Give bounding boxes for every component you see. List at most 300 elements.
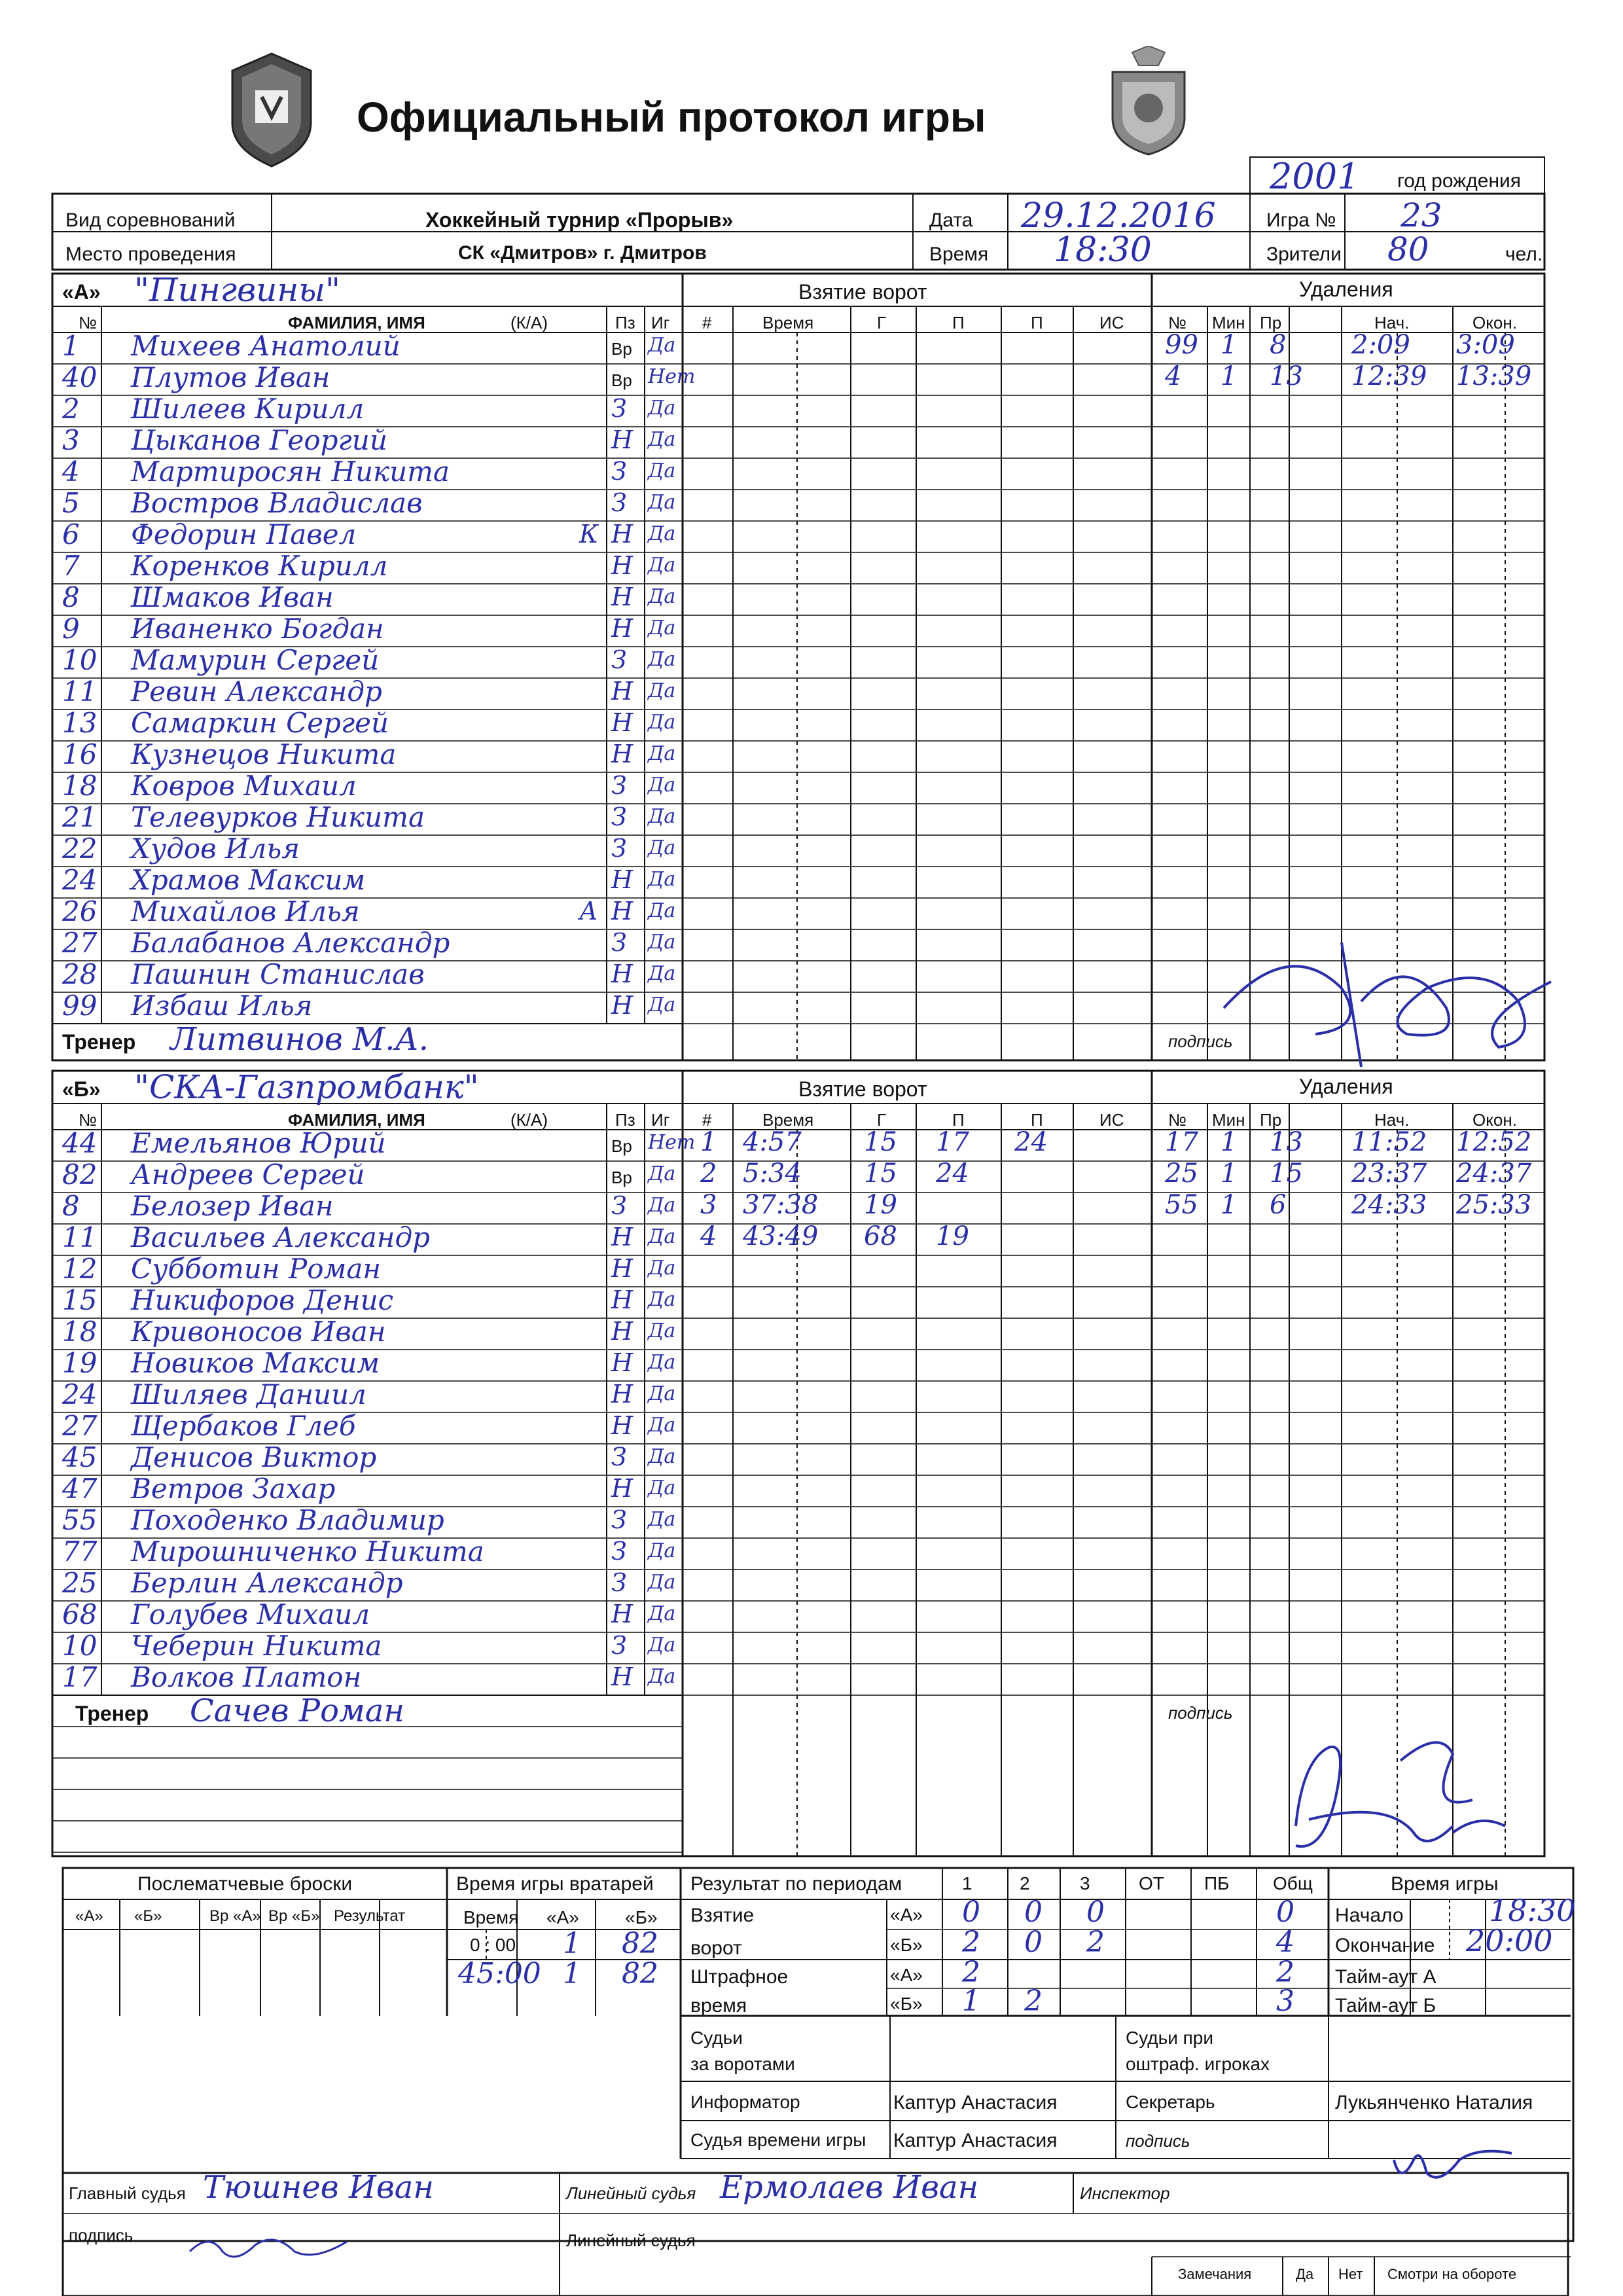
secretary-value: Лукьянченко Наталия (1335, 2092, 1533, 2113)
player-played: Да (648, 711, 676, 734)
period-value: 0 (1024, 1895, 1043, 1929)
player-number: 68 (62, 1598, 98, 1630)
penalty-start: 12:39 (1351, 361, 1427, 391)
player-played: Да (648, 1194, 676, 1217)
period-team-label: «Б» (890, 1935, 923, 1955)
player-name: Щербаков Глеб (131, 1410, 356, 1442)
player-number: 6 (62, 518, 80, 550)
penalties-title: Удаления (1299, 278, 1393, 301)
player-name: Коренков Кирилл (131, 550, 388, 582)
goal-assist-1: 17 (936, 1127, 969, 1157)
goalie-row-b: 82 (622, 1927, 658, 1960)
player-name: Избаш Илья (131, 990, 313, 1022)
player-name: Походенко Владимир (131, 1504, 444, 1536)
spectators-unit: чел. (1505, 243, 1543, 265)
player-played: Нет (648, 1131, 696, 1154)
player-name: Федорин Павел (131, 518, 357, 550)
coach-name: Литвинов М.А. (170, 1021, 429, 1058)
player-position: З (611, 457, 627, 486)
date-label: Дата (929, 209, 973, 231)
goal-number: 3 (700, 1190, 717, 1220)
player-name: Кривоносов Иван (131, 1316, 386, 1348)
spectators-value: 80 (1387, 230, 1429, 268)
penalty-end: 25:33 (1456, 1190, 1532, 1220)
player-number: 12 (62, 1253, 98, 1285)
see-back-label: Смотри на обороте (1387, 2266, 1517, 2282)
player-position: З (611, 834, 627, 863)
player-played: Да (648, 836, 676, 859)
player-name: Михеев Анатолий (131, 330, 401, 362)
player-position: Н (611, 614, 633, 643)
player-name: Денисов Виктор (131, 1441, 377, 1473)
player-number: 26 (62, 895, 98, 927)
player-position: Н (611, 740, 633, 768)
col-pen-min: Мин (1212, 313, 1245, 332)
player-name: Иваненко Богдан (131, 613, 384, 645)
birth-year-value: 2001 (1270, 156, 1360, 197)
player-played: Да (648, 1351, 676, 1374)
col-pz: Пз (615, 313, 635, 332)
period-value: 0 (962, 1895, 980, 1929)
player-played: Да (648, 554, 676, 577)
player-position: Н (611, 1223, 633, 1251)
goal-judges-label-1: Судьи (690, 2028, 743, 2048)
birth-year-label: год рождения (1397, 170, 1522, 192)
col-p2: П (1031, 313, 1043, 332)
col-ka: (К/А) (510, 313, 548, 332)
player-played: Да (648, 1445, 676, 1468)
player-name: Востров Владислав (131, 487, 423, 519)
penalty-code: 6 (1270, 1190, 1287, 1220)
player-played: Да (648, 1319, 676, 1342)
penalty-code: 13 (1270, 361, 1303, 391)
period-value: 3 (1276, 1984, 1294, 2018)
goal-number: 4 (700, 1221, 717, 1251)
player-played: Да (648, 1414, 676, 1437)
penalty-minutes: 1 (1221, 1127, 1238, 1157)
player-position: Н (611, 583, 633, 611)
player-name: Андреев Сергей (131, 1158, 365, 1191)
player-played: Да (648, 1634, 676, 1657)
team-a-coach-signature (1211, 923, 1590, 1080)
player-position: З (611, 1631, 627, 1660)
shootout-col-3: Вр «А» (209, 1907, 261, 1925)
player-position: Вр (611, 370, 632, 390)
time-value: 18:30 (1054, 230, 1152, 270)
col-pen-end: Окон. (1472, 1110, 1517, 1130)
penalty-judges-label-1: Судьи при (1126, 2028, 1214, 2048)
period-team-label: «А» (890, 1965, 923, 1985)
goal-time: 4:57 (743, 1127, 802, 1157)
col-ig: Иг (651, 313, 670, 332)
player-played: Да (648, 1162, 676, 1185)
player-number: 8 (62, 581, 80, 613)
col-ig: Иг (651, 1110, 670, 1130)
player-number: 11 (62, 675, 98, 708)
periods-title: Результат по периодам (690, 1873, 902, 1895)
team-tag: «А» (62, 280, 101, 304)
penalties-title: Удаления (1299, 1075, 1393, 1098)
penalty-player: 4 (1165, 361, 1182, 391)
goalie-row-a: 1 (563, 1957, 581, 1990)
player-name: Шмаков Иван (131, 581, 334, 613)
col-is: ИС (1099, 1110, 1124, 1130)
player-name: Емельянов Юрий (131, 1127, 386, 1159)
player-number: 7 (62, 550, 80, 582)
player-position: Н (611, 708, 633, 737)
goal-assist-1: 19 (936, 1221, 969, 1251)
player-played: Да (648, 1539, 676, 1562)
date-value: 29.12.2016 (1021, 196, 1216, 236)
shootout-col-4: Вр «Б» (268, 1907, 320, 1925)
player-name: Ревин Александр (131, 675, 382, 708)
player-position: З (611, 645, 627, 674)
player-position: Н (611, 1254, 633, 1283)
secretary-signature (1381, 2134, 1525, 2193)
player-position: Вр (611, 1168, 632, 1187)
player-played: Да (648, 679, 676, 702)
signature-label: подпись (1126, 2131, 1190, 2151)
player-position: Н (611, 991, 633, 1020)
player-position: З (611, 1537, 627, 1566)
penalty-start: 23:37 (1351, 1158, 1427, 1189)
player-name: Чеберин Никита (131, 1630, 382, 1662)
col-p1: П (952, 313, 965, 332)
col-ka: (К/А) (510, 1110, 548, 1130)
col-goal-time: Время (762, 313, 814, 332)
timeout-b-label: Тайм-аут Б (1335, 1995, 1436, 2017)
remarks-label: Замечания (1178, 2266, 1252, 2282)
col-pz: Пз (615, 1110, 635, 1130)
penalty-end: 13:39 (1456, 361, 1532, 391)
player-position: Н (611, 897, 633, 925)
player-name: Шиляев Даниил (131, 1378, 366, 1410)
player-played: Да (648, 334, 676, 357)
player-played: Да (648, 617, 676, 639)
player-number: 40 (62, 361, 98, 393)
period-value: 2 (962, 1926, 980, 1959)
player-position: Вр (611, 339, 632, 359)
player-name: Ковров Михаил (131, 770, 357, 802)
col-pen-pr: Пр (1260, 1110, 1282, 1130)
player-number: 82 (62, 1158, 98, 1191)
game-end-value: 20:00 (1466, 1923, 1553, 1958)
goal-scorer: 15 (864, 1158, 897, 1189)
player-number: 13 (62, 707, 98, 739)
game-no-label: Игра № (1266, 209, 1336, 231)
col-p1: П (952, 1110, 965, 1130)
period-team-label: «Б» (890, 1994, 923, 2014)
shootout-title: Послематчевые броски (137, 1873, 353, 1895)
player-played: Да (648, 1382, 676, 1405)
player-number: 15 (62, 1284, 98, 1316)
player-number: 99 (62, 990, 98, 1022)
player-position: Н (611, 1411, 633, 1440)
penalty-end: 3:09 (1456, 330, 1515, 360)
player-position: З (611, 488, 627, 517)
player-number: 19 (62, 1347, 98, 1379)
goals-label-1: Взятие (690, 1905, 755, 1926)
col-goal-time: Время (762, 1110, 814, 1130)
penalty-code: 15 (1270, 1158, 1303, 1189)
player-played: Да (648, 805, 676, 828)
player-played: Да (648, 1257, 676, 1280)
period-value: 2 (1024, 1984, 1043, 2018)
main-referee-name: Тюшнев Иван (203, 2169, 434, 2206)
player-position: Н (611, 865, 633, 894)
competition-value: Хоккейный турнир «Прорыв» (425, 208, 734, 232)
col-pen-start: Нач. (1374, 1110, 1410, 1130)
informer-value: Каптур Анастасия (893, 2092, 1058, 2113)
player-name: Никифоров Денис (131, 1284, 394, 1316)
player-name: Балабанов Александр (131, 927, 450, 959)
player-played: Да (648, 1602, 676, 1625)
coach-label: Тренер (62, 1030, 136, 1054)
player-role: К (579, 520, 599, 548)
penalty-code: 13 (1270, 1127, 1303, 1157)
goal-time: 37:38 (743, 1190, 819, 1220)
penalty-start: 2:09 (1351, 330, 1410, 360)
goalie-col-3: «Б» (625, 1907, 658, 1928)
period-value: 0 (1024, 1926, 1043, 1959)
goalie-row-a: 1 (563, 1927, 581, 1960)
player-position: З (611, 1568, 627, 1597)
period-value: 1 (962, 1984, 980, 2018)
goal-judges-label-2: за воротами (690, 2054, 795, 2074)
penalty-code: 8 (1270, 330, 1287, 360)
period-value: 0 (1276, 1895, 1294, 1929)
period-team-label: «А» (890, 1905, 923, 1925)
penalty-minutes: 1 (1221, 1158, 1238, 1189)
penalty-end: 12:52 (1456, 1127, 1532, 1157)
player-number: 27 (62, 1410, 98, 1442)
col-pen-no: № (1168, 313, 1186, 332)
period-col-4: ОТ (1139, 1873, 1164, 1893)
period-value: 2 (1276, 1956, 1294, 1989)
col-pen-pr: Пр (1260, 313, 1282, 332)
period-col-1: 1 (962, 1873, 972, 1893)
player-position: Н (611, 425, 633, 454)
secretary-label: Секретарь (1126, 2092, 1215, 2112)
period-col-5: ПБ (1204, 1873, 1230, 1893)
period-col-2: 2 (1020, 1873, 1030, 1893)
goals-title: Взятие ворот (798, 1077, 927, 1101)
player-name: Новиков Максим (131, 1347, 380, 1379)
remarks-no: Нет (1338, 2266, 1363, 2282)
player-position: Н (611, 1317, 633, 1346)
col-no: № (79, 313, 97, 332)
goalie-row-time: 45:00 (458, 1957, 541, 1990)
player-name: Телевурков Никита (131, 801, 425, 833)
col-hash: # (702, 313, 712, 332)
player-number: 55 (62, 1504, 98, 1536)
player-name: Шилеев Кирилл (131, 393, 365, 425)
player-played: Да (648, 962, 676, 985)
player-played: Да (648, 774, 676, 797)
player-position: Н (611, 677, 633, 706)
venue-value: СК «Дмитров» г. Дмитров (458, 242, 707, 264)
player-name: Пашнин Станислав (131, 958, 425, 990)
player-played: Да (648, 1477, 676, 1499)
penalty-judges-label-2: оштраф. игроках (1126, 2054, 1270, 2074)
game-time-title: Время игры (1391, 1873, 1499, 1895)
player-number: 47 (62, 1473, 98, 1505)
player-number: 24 (62, 1378, 98, 1410)
player-number: 2 (62, 393, 80, 425)
period-value: 2 (1086, 1926, 1105, 1959)
player-name: Белозер Иван (131, 1190, 334, 1222)
player-number: 10 (62, 644, 98, 676)
player-name: Субботин Роман (131, 1253, 382, 1285)
penalty-player: 55 (1165, 1190, 1198, 1220)
player-position: З (611, 394, 627, 423)
player-name: Цыканов Георгий (131, 424, 387, 456)
player-name: Мартиросян Никита (131, 456, 450, 488)
goal-scorer: 15 (864, 1127, 897, 1157)
col-pen-min: Мин (1212, 1110, 1245, 1130)
player-number: 27 (62, 927, 98, 959)
pim-label-2: время (690, 1995, 747, 2017)
goal-time: 43:49 (743, 1221, 819, 1251)
page-title: Официальный протокол игры (357, 94, 986, 141)
player-number: 25 (62, 1567, 98, 1599)
timeout-a-label: Тайм-аут А (1335, 1966, 1436, 1988)
period-value: 4 (1276, 1926, 1294, 1959)
player-played: Да (648, 994, 676, 1016)
penalty-end: 24:37 (1456, 1158, 1532, 1189)
player-name: Михайлов Илья (131, 895, 360, 927)
player-position: З (611, 1505, 627, 1534)
shootout-col-5: Результат (334, 1907, 406, 1925)
col-name: ФАМИЛИЯ, ИМЯ (288, 313, 425, 332)
player-name: Худов Илья (131, 833, 300, 865)
player-number: 24 (62, 864, 98, 896)
player-played: Да (648, 931, 676, 954)
player-played: Да (648, 459, 676, 482)
player-name: Ветров Захар (131, 1473, 336, 1505)
col-pen-end: Окон. (1472, 313, 1517, 332)
shootout-col-2: «Б» (134, 1907, 162, 1925)
team-name: "Пингвины" (134, 271, 340, 309)
spectators-label: Зрители (1266, 243, 1342, 265)
player-played: Нет (648, 365, 696, 388)
col-no: № (79, 1110, 97, 1130)
player-number: 21 (62, 801, 98, 833)
goalie-row-time: 0 : 00 (470, 1935, 516, 1955)
player-number: 28 (62, 958, 98, 990)
player-played: Да (648, 1508, 676, 1531)
player-name: Кузнецов Никита (131, 738, 397, 770)
penalty-start: 24:33 (1351, 1190, 1427, 1220)
player-name: Мирошниченко Никита (131, 1535, 484, 1568)
goal-time: 5:34 (743, 1158, 802, 1189)
penalty-minutes: 1 (1221, 1190, 1238, 1220)
player-played: Да (648, 522, 676, 545)
col-is: ИС (1099, 313, 1124, 332)
player-position: Вр (611, 1136, 632, 1156)
player-number: 18 (62, 770, 98, 802)
period-col-3: 3 (1080, 1873, 1090, 1893)
goal-assist-1: 24 (936, 1158, 969, 1189)
player-position: З (611, 771, 627, 800)
player-number: 45 (62, 1441, 98, 1473)
player-number: 10 (62, 1630, 98, 1662)
penalty-minutes: 1 (1221, 330, 1238, 360)
linesman-label: Линейный судья (566, 2183, 696, 2203)
player-position: Н (611, 1600, 633, 1628)
time-label: Время (929, 243, 989, 265)
player-name: Берлин Александр (131, 1567, 403, 1599)
player-name: Храмов Максим (131, 864, 366, 896)
player-position: Н (611, 1285, 633, 1314)
player-name: Васильев Александр (131, 1221, 430, 1253)
team-b-coach-signature (1257, 1721, 1531, 1872)
col-g: Г (877, 1110, 887, 1130)
player-played: Да (648, 491, 676, 514)
main-referee-signature (183, 2225, 353, 2271)
penalty-start: 11:52 (1351, 1127, 1427, 1157)
col-pen-start: Нач. (1374, 313, 1410, 332)
main-referee-sign-label: подпись (69, 2225, 134, 2245)
linesman-1-name: Ермолаев Иван (720, 2169, 979, 2206)
player-number: 22 (62, 833, 98, 865)
goal-number: 1 (700, 1127, 717, 1157)
linesman-2-label: Линейный судья (566, 2231, 696, 2250)
player-number: 3 (62, 424, 80, 456)
player-number: 1 (62, 330, 80, 362)
player-position: Н (611, 1474, 633, 1503)
goalie-row-b: 82 (622, 1957, 658, 1990)
player-played: Да (648, 1225, 676, 1248)
game-start-value: 18:30 (1489, 1893, 1576, 1928)
remarks-yes: Да (1296, 2266, 1314, 2282)
player-number: 8 (62, 1190, 80, 1222)
col-hash: # (702, 1110, 712, 1130)
player-played: Да (648, 397, 676, 420)
coach-sign-label: подпись (1168, 1031, 1233, 1051)
main-referee-label: Главный судья (69, 2183, 186, 2203)
col-p2: П (1031, 1110, 1043, 1130)
goalie-time-title: Время игры вратарей (456, 1873, 654, 1895)
period-value: 2 (962, 1956, 980, 1989)
player-played: Да (648, 899, 676, 922)
player-number: 18 (62, 1316, 98, 1348)
player-played: Да (648, 1571, 676, 1594)
coach-label: Тренер (75, 1702, 149, 1725)
player-position: З (611, 802, 627, 831)
game-no-value: 23 (1400, 196, 1442, 234)
penalty-player: 25 (1165, 1158, 1198, 1189)
col-pen-no: № (1168, 1110, 1186, 1130)
goals-title: Взятие ворот (798, 280, 927, 304)
game-start-label: Начало (1335, 1905, 1404, 1926)
coach-sign-label: подпись (1168, 1703, 1233, 1723)
player-position: Н (611, 1348, 633, 1377)
pim-label-1: Штрафное (690, 1966, 789, 1988)
player-position: Н (611, 960, 633, 988)
player-played: Да (648, 742, 676, 765)
player-number: 16 (62, 738, 98, 770)
player-position: Н (611, 1380, 633, 1408)
player-position: З (611, 1443, 627, 1471)
player-played: Да (648, 1665, 676, 1688)
timekeeper-value: Каптур Анастасия (893, 2130, 1058, 2151)
player-played: Да (648, 868, 676, 891)
player-name: Волков Платон (131, 1661, 362, 1693)
col-name: ФАМИЛИЯ, ИМЯ (288, 1110, 425, 1130)
goalie-col-2: «А» (546, 1907, 579, 1928)
team-tag: «Б» (62, 1077, 101, 1101)
